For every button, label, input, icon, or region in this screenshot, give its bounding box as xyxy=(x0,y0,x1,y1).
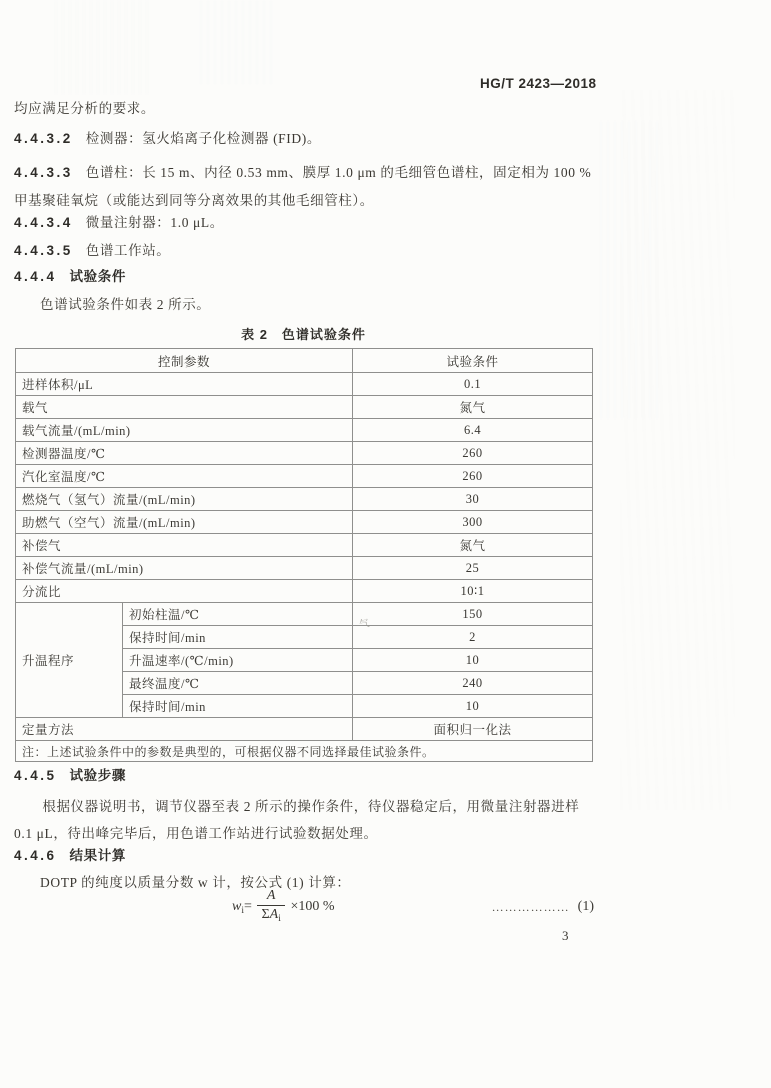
clause-text: 检测器：氢火焰离子化检测器 (FID)。 xyxy=(85,131,321,146)
formula-subscript-i: i xyxy=(241,905,244,916)
clause-4-4-3-2 xyxy=(14,129,594,148)
formula-multiplier: ×100 % xyxy=(290,899,335,914)
column-header-parameter: 控制参数 xyxy=(16,349,353,373)
row-value: 25 xyxy=(353,557,593,580)
fraction-numerator xyxy=(257,888,286,906)
row-label: 检测器温度/℃ xyxy=(16,442,353,465)
row-value: 260 xyxy=(353,442,593,465)
formula-variable-A: A xyxy=(266,887,276,903)
table-row xyxy=(16,465,593,488)
equals-sign: = xyxy=(243,899,252,914)
table-note-row xyxy=(16,741,593,762)
row-value: 氮气 xyxy=(353,396,593,419)
table-row xyxy=(16,557,593,580)
clause-title: 试验步骤 xyxy=(69,768,126,783)
ramp-group-label: 升温程序 xyxy=(16,603,123,718)
table-row xyxy=(16,442,593,465)
row-label: 升温速率/(℃/min) xyxy=(123,649,353,672)
clause-title: 试验条件 xyxy=(69,269,126,284)
table-row xyxy=(16,419,593,442)
sigma-symbol: Σ xyxy=(261,906,270,922)
fraction-denominator xyxy=(261,906,280,927)
table-row-ramp xyxy=(16,603,593,626)
clause-text: 微量注射器：1.0 μL。 xyxy=(85,215,224,230)
table-row xyxy=(16,534,593,557)
table-caption: 表 2 色谱试验条件 xyxy=(241,327,366,342)
row-value: 10 xyxy=(353,649,593,672)
heading-4-4-6 xyxy=(14,846,594,865)
row-label: 定量方法 xyxy=(16,718,353,741)
row-label: 载气 xyxy=(16,396,353,419)
scan-smudge-artifact: 气 xyxy=(358,618,371,631)
scan-noise-band xyxy=(600,120,660,420)
row-label: 载气流量/(mL/min) xyxy=(16,419,353,442)
table-row xyxy=(16,396,593,419)
table-header-row xyxy=(16,349,593,373)
row-label: 助燃气（空气）流量/(mL/min) xyxy=(16,511,353,534)
clause-number: 4.4.5 xyxy=(14,768,57,783)
row-value: 10∶1 xyxy=(353,580,593,603)
row-label: 分流比 xyxy=(16,580,353,603)
row-value: 300 xyxy=(353,511,593,534)
table-row xyxy=(16,511,593,534)
row-value: 面积归一化法 xyxy=(353,718,593,741)
row-label: 汽化室温度/℃ xyxy=(16,465,353,488)
row-label: 补偿气 xyxy=(16,534,353,557)
row-label: 保持时间/min xyxy=(123,695,353,718)
row-value: 0.1 xyxy=(353,373,593,396)
row-value: 2 xyxy=(353,626,593,649)
table-note: 注：上述试验条件中的参数是典型的，可根据仪器不同选择最佳试验条件。 xyxy=(16,741,593,762)
heading-4-4-4 xyxy=(14,267,594,286)
row-label: 补偿气流量/(mL/min) xyxy=(16,557,353,580)
clause-4-4-5-paragraph: 根据仪器说明书，调节仪器至表 2 所示的操作条件，待仪器稳定后，用微量注射器进样 0.1 μL，待出峰完毕后，用色谱工作站进行试验数据处理。 xyxy=(14,799,580,841)
clause-number: 4.4.3.5 xyxy=(14,243,73,258)
formula-lhs xyxy=(232,899,244,916)
table-row xyxy=(16,488,593,511)
clause-text: 色谱柱：长 15 m、内径 0.53 mm、膜厚 1.0 μm 的毛细管色谱柱，固定相为 100 %甲基聚硅氧烷（或能达到同等分离效果的其他毛细管柱）。 xyxy=(14,165,592,208)
clause-number: 4.4.3.3 xyxy=(14,165,73,180)
clause-number: 4.4.3.4 xyxy=(14,215,73,230)
row-label: 初始柱温/℃ xyxy=(123,603,353,626)
clause-4-4-3-4 xyxy=(14,213,594,232)
table-2-chromatographic-conditions xyxy=(15,348,593,762)
scan-noise-band xyxy=(200,0,275,85)
equation-number: (1) xyxy=(577,899,594,914)
row-value: 6.4 xyxy=(353,419,593,442)
table-lead-sentence: 色谱试验条件如表 2 所示。 xyxy=(40,297,211,312)
page-number: 3 xyxy=(562,928,569,943)
clause-text: 色谱工作站。 xyxy=(85,243,171,258)
row-label: 燃烧气（氢气）流量/(mL/min) xyxy=(16,488,353,511)
clause-number: 4.4.6 xyxy=(14,848,57,863)
clause-number: 4.4.4 xyxy=(14,269,57,284)
row-value: 氮气 xyxy=(353,534,593,557)
dot-leader: ……………… xyxy=(491,899,570,914)
row-value: 240 xyxy=(353,672,593,695)
table-row xyxy=(16,373,593,396)
row-value: 10 xyxy=(353,695,593,718)
formula-subscript-i: i xyxy=(278,913,281,924)
row-label: 进样体积/μL xyxy=(16,373,353,396)
clause-4-4-6-paragraph: DOTP 的纯度以质量分数 w 计，按公式 (1) 计算： xyxy=(40,875,351,890)
formula-fraction xyxy=(257,888,286,927)
formula-variable-A: A xyxy=(269,906,279,922)
standard-number-header: HG/T 2423—2018 xyxy=(480,76,597,91)
formula-1 xyxy=(232,886,594,928)
row-value: 150 xyxy=(353,603,593,626)
scan-noise-band xyxy=(620,90,735,810)
clause-title: 结果计算 xyxy=(69,848,126,863)
table-row xyxy=(16,580,593,603)
clause-4-4-3-3 xyxy=(14,159,594,215)
column-header-condition: 试验条件 xyxy=(353,349,593,373)
row-label: 保持时间/min xyxy=(123,626,353,649)
clause-number: 4.4.3.2 xyxy=(14,131,73,146)
scan-noise-band xyxy=(55,0,150,95)
heading-4-4-5 xyxy=(14,766,594,785)
continuation-line: 均应满足分析的要求。 xyxy=(14,101,155,116)
clause-4-4-3-5 xyxy=(14,241,594,260)
row-value: 260 xyxy=(353,465,593,488)
table-row-quant-method xyxy=(16,718,593,741)
formula-variable-w: w xyxy=(232,898,242,914)
row-value: 30 xyxy=(353,488,593,511)
row-label: 最终温度/℃ xyxy=(123,672,353,695)
